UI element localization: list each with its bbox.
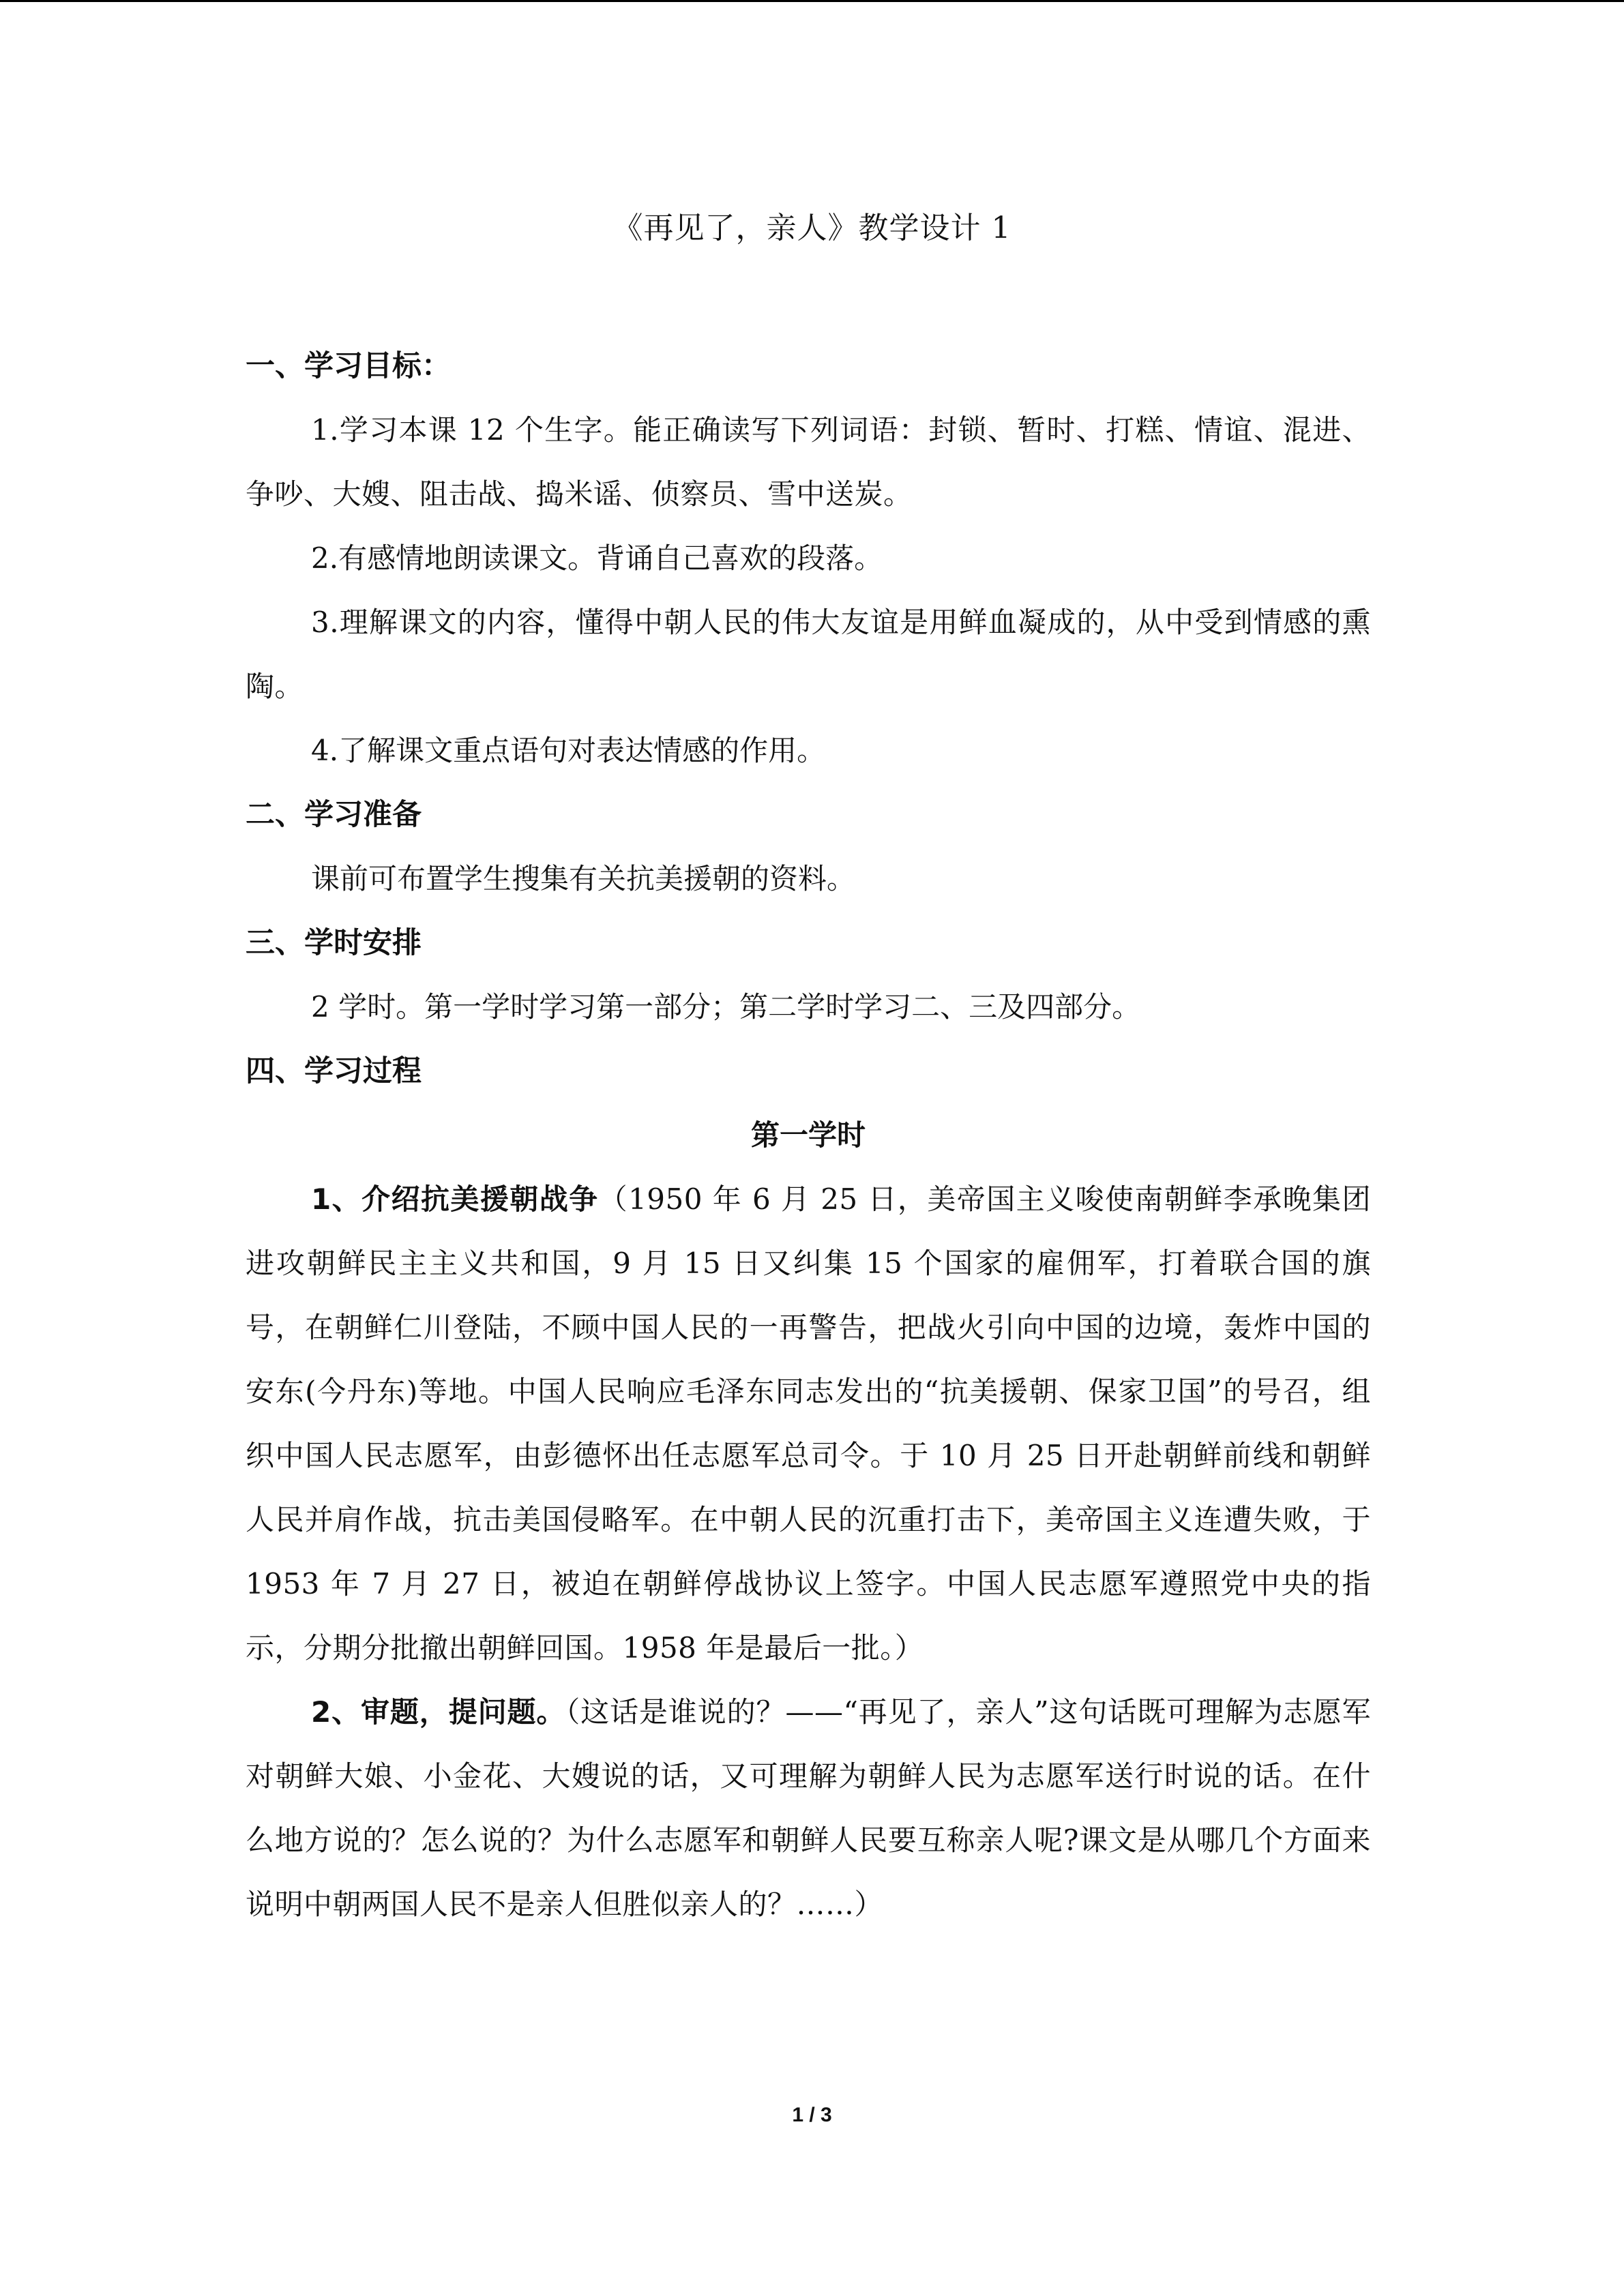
section-heading-schedule: 三、学时安排 bbox=[246, 926, 422, 960]
goal-item-4: 4.了解课文重点语句对表达情感的作用。 bbox=[311, 734, 826, 767]
section-heading-goals: 一、学习目标： bbox=[246, 349, 451, 383]
process-step-1 bbox=[246, 1167, 1371, 1680]
session-title: 第一学时 bbox=[750, 1118, 866, 1152]
top-border-line bbox=[0, 0, 1624, 2]
goal-item-2: 2.有感情地朗读课文。背诵自己喜欢的段落。 bbox=[311, 541, 883, 575]
section-heading-prep: 二、学习准备 bbox=[246, 798, 422, 832]
goal-item-3: 3.理解课文的内容，懂得中朝人民的伟大友谊是用鲜血凝成的，从中受到情感的熏陶。 bbox=[246, 606, 1371, 703]
process-step-1-text: （1950 年 6 月 25 日，美帝国主义唆使南朝鲜李承晚集团进攻朝鲜民主主义共和国，9 月 15 日又纠集 15 个国家的雇佣军，打着联合国的旗号，在朝鲜仁川登陆，不顾中国人民的一再警告，把战火引向中国的边境，轰炸中国的安东(今丹东)等地。中国人民响应毛泽东同志发出的“抗美援朝、保家卫国”的号召，组织中国人民志愿军，由彭德怀出任志愿军总司令。于 10 月 25 日开赴朝鲜前线和朝鲜人民并肩作战，抗击美国侵略军。在中朝人民的沉重打击下，美帝国主义连遭失败，于 1953 年 7 月 27 日，被迫在朝鲜停战协议上签字。中国人民志愿军遵照党中央的指示，分期分批撤出朝鲜回国。1958 年是最后一批。） bbox=[246, 1182, 1371, 1665]
document-body bbox=[246, 334, 1371, 1937]
goal-item-1: 1.学习本课 12 个生字。能正确读写下列词语：封锁、暂时、打糕、情谊、混进、争吵、大嫂、阻击战、捣米谣、侦察员、雪中送炭。 bbox=[246, 413, 1371, 511]
process-step-2-text: （这话是谁说的？——“再见了，亲人”这句话既可理解为志愿军对朝鲜大娘、小金花、大嫂说的话，又可理解为朝鲜人民为志愿军送行时说的话。在什么地方说的？怎么说的？为什么志愿军和朝鲜人民要互称亲人呢?课文是从哪几个方面来说明中朝两国人民不是亲人但胜似亲人的？……） bbox=[246, 1695, 1371, 1921]
process-step-1-lead: 1、介绍抗美援朝战争 bbox=[311, 1182, 599, 1216]
schedule-text: 2 学时。第一学时学习第一部分；第二学时学习二、三及四部分。 bbox=[311, 990, 1141, 1024]
prep-text: 课前可布置学生搜集有关抗美援朝的资料。 bbox=[311, 862, 856, 895]
process-step-2 bbox=[246, 1680, 1371, 1937]
page-indicator: 1 / 3 bbox=[792, 2104, 832, 2126]
document-title: 《再见了，亲人》教学设计 1 bbox=[612, 211, 1012, 245]
process-step-2-lead: 2、审题，提问题。 bbox=[311, 1695, 566, 1729]
section-heading-process: 四、学习过程 bbox=[246, 1054, 422, 1088]
